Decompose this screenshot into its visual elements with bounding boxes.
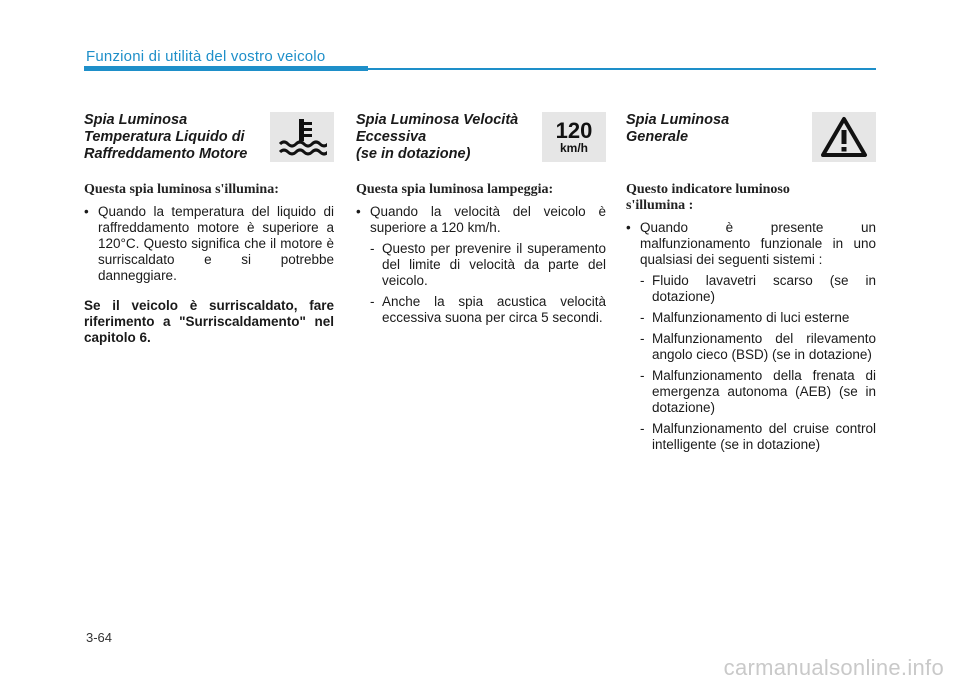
column-subtitle: Questa spia luminosa lampeggia:	[356, 182, 554, 197]
header-bar-thin	[368, 68, 876, 70]
title-line: Spia Luminosa	[626, 112, 730, 128]
column-title	[626, 112, 811, 146]
title-line: Generale	[626, 129, 689, 145]
sub-item: - Malfunzionamento di luci esterne	[626, 310, 876, 326]
overheat-note: Se il veicolo è surriscaldato, fare riferimento a "Surriscaldamento" nel capitolo 6.	[84, 298, 334, 345]
sub-item: - Anche la spia acustica velocità eccessiva suona per circa 5 secondi.	[356, 294, 606, 326]
title-line: Spia Luminosa	[84, 112, 188, 128]
column-header	[626, 112, 876, 170]
sub-item: - Malfunzionamento del cruise control intelligente (se in dotazione)	[626, 421, 876, 453]
overspeed-120-icon	[542, 112, 606, 162]
warning-triangle-icon	[812, 112, 876, 162]
sub-item: - Questo per prevenire il superamento del limite di velocità da parte del veicolo.	[356, 241, 606, 289]
title-line: Spia Luminosa Velocità	[356, 112, 519, 128]
column-title	[356, 112, 541, 163]
subtitle-line: Questo indicatore luminoso	[626, 182, 790, 197]
header-bar-thick	[84, 66, 368, 71]
title-line: Temperatura Liquido di	[84, 129, 245, 145]
column-subtitle	[626, 182, 876, 214]
title-line: (se in dotazione)	[356, 146, 471, 162]
bullet-item: • Quando la temperatura del liquido di raffreddamento motore è superiore a 120°C. Questo significa che il motore è surriscaldato e si potrebbe danneggiare.	[84, 204, 334, 284]
column-general-warning	[626, 112, 876, 458]
sub-item: - Malfunzionamento della frenata di emergenza autonoma (AEB) (se in dotazione)	[626, 368, 876, 416]
column-header	[356, 112, 606, 170]
bullet-item: • Quando la velocità del veicolo è superiore a 120 km/h.	[356, 204, 606, 236]
title-line: Eccessiva	[356, 129, 427, 145]
coolant-temperature-icon	[270, 112, 334, 162]
section-header-title: Funzioni di utilità del vostro veicolo	[86, 48, 326, 65]
sub-item: - Malfunzionamento del rilevamento angolo cieco (BSD) (se in dotazione)	[626, 331, 876, 363]
title-line: Raffreddamento Motore	[84, 146, 248, 162]
column-subtitle: Questa spia luminosa s'illumina:	[84, 182, 279, 197]
column-coolant-warning	[84, 112, 334, 346]
column-overspeed-warning	[356, 112, 606, 331]
sub-item: - Fluido lavavetri scarso (se in dotazione)	[626, 273, 876, 305]
column-header	[84, 112, 334, 170]
page-number: 3-64	[86, 630, 113, 645]
icon-speed-unit: km/h	[559, 141, 589, 155]
watermark: carmanualsonline.info	[723, 655, 944, 680]
bullet-item: • Quando è presente un malfunzionamento funzionale in uno qualsiasi dei seguenti sistemi :	[626, 220, 876, 268]
column-title	[84, 112, 269, 163]
subtitle-line: s'illumina :	[626, 198, 694, 213]
icon-speed-number: 120	[555, 118, 593, 143]
